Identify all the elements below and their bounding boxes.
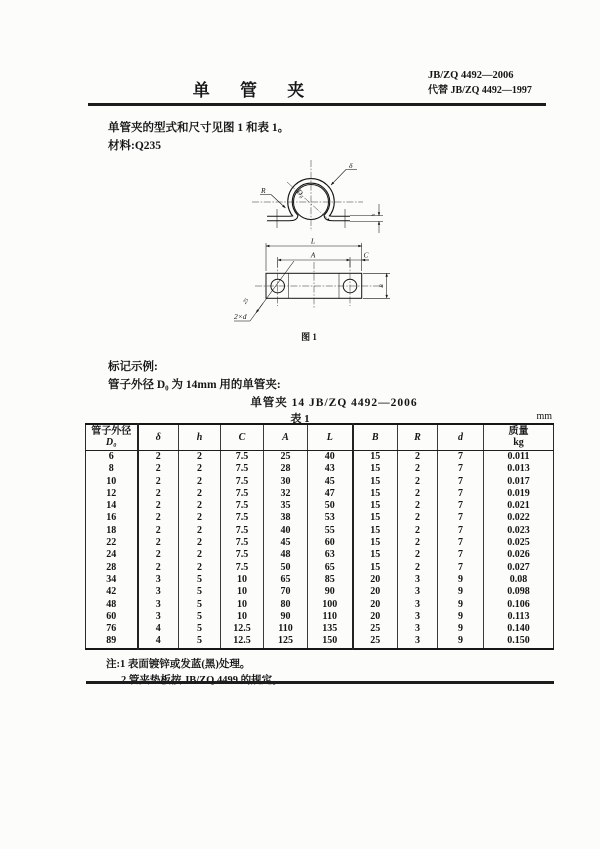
table-cell: 2 [179,549,221,561]
marking-heading: 标记示例: [108,361,158,373]
table-cell: 7.5 [221,488,264,500]
table-cell: 4 [138,635,179,648]
table-cell: 0.011 [484,451,554,464]
label-holes: 2×d [234,312,247,321]
table-cell: 0.027 [484,562,554,574]
table-cell: 2 [138,500,179,512]
header-pipe-od-symbol: D₀ [105,437,117,448]
table-cell: 2 [138,525,179,537]
table-cell: 2 [138,537,179,549]
table-row [86,562,554,574]
table-cell: 35 [264,500,308,512]
table-cell: 20 [353,574,398,586]
table-cell: 0.113 [484,611,554,623]
table-row [86,476,554,488]
table-cell: 3 [398,623,438,635]
label-radius: R [261,186,266,195]
table-row [86,488,554,500]
table-cell: 2 [398,512,438,524]
table-cell: 50 [308,500,353,512]
table-cell: 0.098 [484,586,554,598]
table-cell: 15 [353,476,398,488]
table-row [86,537,554,549]
table-cell: 48 [264,549,308,561]
table-row [86,463,554,475]
table-cell: 7 [438,451,484,464]
table-cell: 2 [179,463,221,475]
table-cell: 25 [353,623,398,635]
table-cell: 0.026 [484,549,554,561]
table-cell: 7.5 [221,525,264,537]
table-cell: 5 [179,611,221,623]
note-line-2 [121,672,283,687]
table-cell: 3 [138,599,179,611]
table-cell: 7.5 [221,500,264,512]
table-row [86,586,554,598]
table-cell: 15 [353,463,398,475]
header-R: R [398,424,438,451]
table-row [86,525,554,537]
table-cell: 2 [138,549,179,561]
table-cell: 60 [86,611,138,623]
table-cell: 28 [264,463,308,475]
label-h: h [371,213,377,217]
table-cell: 40 [308,451,353,464]
table-cell: 2 [138,562,179,574]
table-cell: 76 [86,623,138,635]
table-cell: 7 [438,562,484,574]
table-cell: 110 [308,611,353,623]
table-cell: 2 [138,488,179,500]
table-row [86,635,554,648]
header-C: C [221,424,264,451]
table-cell: 135 [308,623,353,635]
table-cell: 7.5 [221,549,264,561]
table-cell: 38 [264,512,308,524]
table-cell: 2 [179,512,221,524]
table-cell: 32 [264,488,308,500]
table-cell: 9 [438,574,484,586]
header-rule [88,103,546,106]
superseded-standard: 代替 JB/ZQ 4492—1997 [428,85,532,96]
table-cell: 0.021 [484,500,554,512]
table-cell: 70 [264,586,308,598]
table-row [86,500,554,512]
table-cell: 2 [138,463,179,475]
table-cell: 150 [308,635,353,648]
table-cell: 0.106 [484,599,554,611]
table-cell: 10 [221,574,264,586]
table-cell: 15 [353,451,398,464]
label-L: L [310,236,316,246]
standard-number-block [428,68,558,98]
table-cell: 48 [86,599,138,611]
marking-description: 管子外径 D₀ 为 14mm 用的单管夹: [108,379,281,391]
table-cell: 7.5 [221,451,264,464]
label-B: B [379,284,385,288]
table-cell: 15 [353,488,398,500]
table-cell: 2 [179,488,221,500]
table-cell: 2 [398,549,438,561]
header-d: d [438,424,484,451]
table-cell: 2 [398,476,438,488]
table-cell: 4 [138,623,179,635]
table-cell: 47 [308,488,353,500]
table-cell: 2 [398,500,438,512]
table-cell: 7 [438,537,484,549]
table-cell: 42 [86,586,138,598]
table-cell: 5 [179,623,221,635]
header-B: B [353,424,398,451]
table-cell: 65 [308,562,353,574]
clamp-strap-outline [267,181,350,219]
table-cell: 7 [438,500,484,512]
table-cell: 2 [398,525,438,537]
table-cell: 3 [398,586,438,598]
material-line: 材料:Q235 [108,140,162,152]
table-cell: 2 [398,451,438,464]
clamp-strap-inner [267,181,350,219]
table-body [86,451,554,649]
table-cell: 7 [438,476,484,488]
header-delta: δ [138,424,179,451]
table-cell: 5 [179,635,221,648]
table-cell: 2 [179,476,221,488]
table-cell: 9 [438,599,484,611]
table-cell: 25 [264,451,308,464]
header-mass [484,424,554,451]
table-cell: 5 [179,599,221,611]
table-cell: 7 [438,525,484,537]
table-cell: 50 [264,562,308,574]
table-cell: 30 [264,476,308,488]
label-C: C [363,250,369,260]
table-cell: 15 [353,549,398,561]
table-cell: 0.140 [484,623,554,635]
table-cell: 15 [353,562,398,574]
header-A: A [264,424,308,451]
marking-designation: 单管夹 14 JB/ZQ 4492—2006 [250,397,418,409]
table-cell: 2 [179,537,221,549]
table-row [86,599,554,611]
table-row [86,611,554,623]
table-cell: 110 [264,623,308,635]
table-cell: 6 [86,451,138,464]
table-cell: 2 [179,562,221,574]
table-cell: 7.5 [221,476,264,488]
table-cell: 10 [221,586,264,598]
table-cell: 10 [86,476,138,488]
table-cell: 7.5 [221,512,264,524]
table-cell: 60 [308,537,353,549]
table-cell: 53 [308,512,353,524]
table-cell: 9 [438,635,484,648]
table-cell: 43 [308,463,353,475]
table-cell: 0.019 [484,488,554,500]
table-cell: 125 [264,635,308,648]
table-cell: 3 [138,586,179,598]
table-cell: 0.08 [484,574,554,586]
table-cell: 7 [438,549,484,561]
table-cell: 45 [308,476,353,488]
table-cell: 5 [179,574,221,586]
table-cell: 40 [264,525,308,537]
note-line-1: 注:1 表面镀锌或发蓝(黑)处理。 [106,659,251,670]
table-cell: 90 [308,586,353,598]
table-cell: 7.5 [221,463,264,475]
table-cell: 0.013 [484,463,554,475]
intro-line: 单管夹的型式和尺寸见图 1 和表 1。 [108,122,290,134]
table-cell: 3 [398,599,438,611]
delta-leader [331,170,346,186]
table-cell: 89 [86,635,138,648]
table-cell: 0.017 [484,476,554,488]
table-cell: 20 [353,599,398,611]
table-cell: 100 [308,599,353,611]
table-cell: 12 [86,488,138,500]
table-header-row [86,424,554,451]
table-cell: 2 [398,562,438,574]
table-cell: 0.150 [484,635,554,648]
radius-leader [271,195,286,209]
table-cell: 7 [438,512,484,524]
table-cell: 2 [398,488,438,500]
table-cell: 20 [353,611,398,623]
table-caption: 表 1 [290,413,310,425]
table-cell: 63 [308,549,353,561]
table-cell: 10 [221,611,264,623]
figure-caption: 图 1 [301,332,317,342]
table-cell: 15 [353,525,398,537]
table-row [86,451,554,464]
table-cell: 3 [138,574,179,586]
table-cell: 7.5 [221,562,264,574]
table-cell: 0.023 [484,525,554,537]
header-pipe-od [86,424,138,451]
page-title: 单 管 夹 [192,81,318,100]
header-L: L [308,424,353,451]
table-cell: 3 [398,574,438,586]
table-cell: 8 [86,463,138,475]
table-cell: 0.025 [484,537,554,549]
holes-leader-arrow [256,303,263,313]
dimension-table [85,423,554,650]
table-cell: 2 [138,451,179,464]
table-cell: 15 [353,537,398,549]
table-row [86,574,554,586]
table-cell: 12.5 [221,635,264,648]
label-pipe-diameter: D₀ [294,187,307,200]
table-cell: 20 [353,586,398,598]
table-cell: 65 [264,574,308,586]
figure-1-drawing [233,155,393,351]
header-pipe-od-text: 管子外径 [91,426,132,437]
table-cell: 16 [86,512,138,524]
label-A: A [310,250,316,260]
table-cell: 2 [179,451,221,464]
table-cell: 3 [398,611,438,623]
label-delta: δ [349,161,353,170]
header-mass-text: 质量 [508,426,529,437]
table-cell: 80 [264,599,308,611]
table-cell: 90 [264,611,308,623]
table-cell: 9 [438,611,484,623]
table-cell: 2 [138,476,179,488]
table-cell: 18 [86,525,138,537]
table-row [86,512,554,524]
table-cell: 10 [221,599,264,611]
table-cell: 24 [86,549,138,561]
table-cell: 2 [398,537,438,549]
table-cell: 15 [353,512,398,524]
table-cell: 9 [438,623,484,635]
header-mass-unit: kg [513,437,524,448]
table-cell: 34 [86,574,138,586]
table-cell: 85 [308,574,353,586]
table-unit: mm [536,411,552,422]
table-cell: 28 [86,562,138,574]
table-cell: 14 [86,500,138,512]
table-row [86,549,554,561]
standard-number: JB/ZQ 4492—2006 [428,70,514,81]
table-cell: 7 [438,463,484,475]
table-row [86,623,554,635]
table-cell: 15 [353,500,398,512]
table-cell: 2 [179,525,221,537]
table-cell: 2 [179,500,221,512]
table-cell: 7.5 [221,537,264,549]
table-cell: 2 [398,463,438,475]
label-angle: 25 [242,297,251,306]
bottom-rule [86,681,554,684]
table-cell: 7 [438,488,484,500]
table-cell: 0.022 [484,512,554,524]
table-cell: 3 [398,635,438,648]
table-cell: 12.5 [221,623,264,635]
table-cell: 45 [264,537,308,549]
header-h: h [179,424,221,451]
table-cell: 2 [138,512,179,524]
table-cell: 22 [86,537,138,549]
table-cell: 3 [138,611,179,623]
table-cell: 25 [353,635,398,648]
table-cell: 55 [308,525,353,537]
table-cell: 9 [438,586,484,598]
table-cell: 5 [179,586,221,598]
